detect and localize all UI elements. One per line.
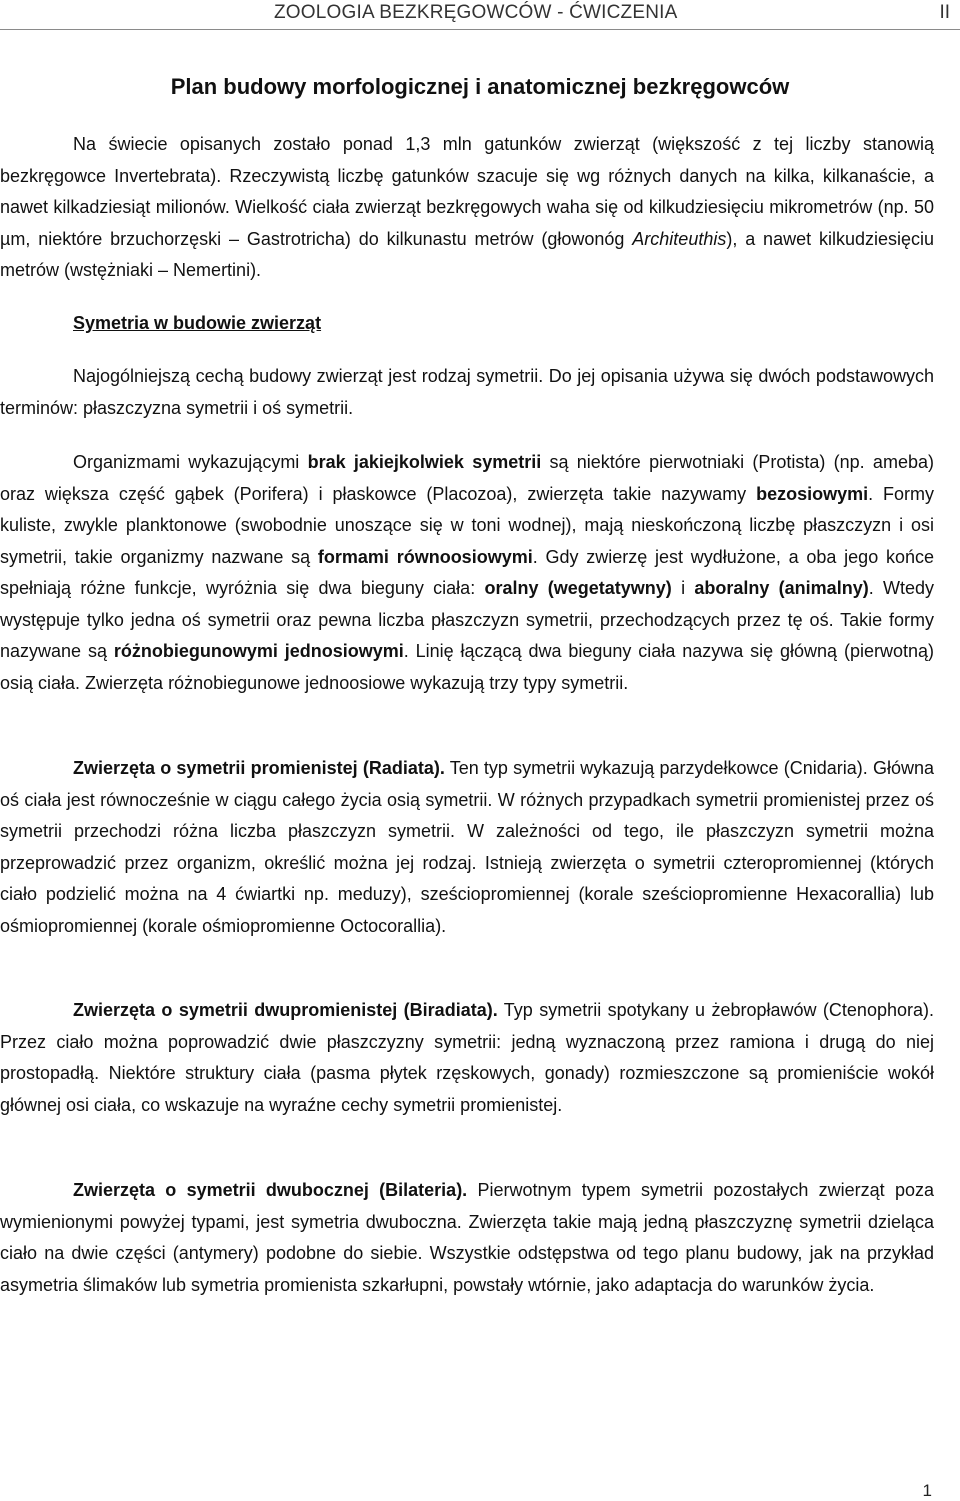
asym-bold-4: oralny (wegetatywny)	[484, 578, 672, 598]
asym-bold-3: formami równoosiowymi	[317, 546, 533, 567]
asym-text-1: Organizmami wykazującymi	[73, 452, 308, 472]
bilateria-bold-heading: Zwierzęta o symetrii dwubocznej (Bilateria).	[73, 1180, 468, 1200]
header-chapter-number: II	[939, 2, 950, 23]
radiata-paragraph	[0, 753, 934, 942]
asym-text-3: . Formy kuliste, zwykle planktonowe (swobodnie unoszące się w toni wodnej), mają nieskończoną liczbę płaszczyzn i osi symetrii, takie organizmy nazwane są	[0, 483, 934, 567]
symmetry-paragraph: Najogólniejszą cechą budowy zwierząt jest rodzaj symetrii. Do jej opisania używa się dwóch podstawowych terminów: płaszczyzna symetrii i oś symetrii.	[0, 366, 934, 418]
intro-italic-genus: Architeuthis	[632, 228, 727, 249]
asymmetry-paragraph	[0, 447, 934, 699]
intro-text-2: ), a nawet kilkudziesięciu metrów (wstężniaki – Nemertini).	[0, 228, 934, 280]
biradiata-bold-heading: Zwierzęta o symetrii dwupromienistej (Biradiata).	[73, 1000, 498, 1020]
bilateria-paragraph	[0, 1175, 934, 1301]
page-number: 1	[922, 1481, 932, 1500]
asym-bold-1: brak jakiejkolwiek symetrii	[307, 452, 542, 472]
asym-bold-2: bezosiowymi	[756, 483, 869, 504]
asym-text-7: . Linię łączącą dwa bieguny ciała nazywa się główną (pierwotną) osią ciała. Zwierzęta różnobiegunowe jednoosiowe wykazują trzy typy symetrii.	[0, 641, 934, 693]
asym-text-4: . Gdy zwierzę jest wydłużone, a oba jego końce spełniają różne funkcje, wyróżnia się dwa bieguny ciała:	[0, 546, 934, 598]
asym-bold-5: aboralny (animalny)	[694, 578, 869, 598]
intro-text-1: Na świecie opisanych zostało ponad 1,3 mln gatunków zwierząt (większość z tej liczby stanowią bezkręgowce Invertebrata). Rzeczywistą liczbę gatunków szacuje się wg różnych danych na kilka, kilkanaście, a nawet kilkadziesiąt milionów. Wielkość ciała zwierząt bezkręgowych waha się od kilkudziesięciu mikrometrów (np. 50 µm, niektóre brzuchorzęski – Gastrotricha) do kilkunastu metrów (głowonóg	[0, 134, 934, 249]
page-header	[0, 0, 960, 30]
asym-text-6: . Wtedy występuje tylko jedna oś symetrii oraz pewna liczba płaszczyzn symetrii, przechodzących przez tę oś. Takie formy nazywane są	[0, 578, 934, 661]
biradiata-text: Typ symetrii spotykany u żebropławów (Ctenophora). Przez ciało można poprowadzić dwie płaszczyzny symetrii: jedną wyznaczoną przez ramiona i drugą do niej prostopadłą. Niektóre struktury ciała (pasma płytek rzęskowych, gonady) rozmieszczone są promieniście wokół głównej osi ciała, co wskazuje na wyraźne cechy symetrii promienistej.	[0, 1000, 934, 1115]
bilateria-text: Pierwotnym typem symetrii pozostałych zwierząt poza wymienionymi powyżej typami, jest symetria dwuboczna. Zwierzęta takie mają jedną płaszczyznę symetrii dzieląca ciało na dwie części (antymery) podobne do siebie. Wszystkie odstępstwa od tego planu budowy, jak na przykład asymetria ślimaków lub symetria promienista szkarłupni, powstały wtórnie, jako adaptacja do warunków życia.	[0, 1180, 934, 1295]
asym-bold-6: różnobiegunowymi jednosiowymi	[113, 641, 404, 661]
document-title: Plan budowy morfologicznej i anatomicznej bezkręgowców	[170, 74, 790, 99]
intro-paragraph	[0, 129, 934, 287]
asym-text-5: i	[671, 578, 695, 598]
header-title: ZOOLOGIA BEZKRĘGOWCÓW - ĆWICZENIA	[274, 2, 678, 23]
biradiata-paragraph	[0, 995, 934, 1121]
section-heading-symmetry: Symetria w budowie zwierząt	[73, 313, 322, 333]
radiata-bold-heading: Zwierzęta o symetrii promienistej (Radiata).	[73, 758, 445, 778]
asym-text-2: są niektóre pierwotniaki (Protista) (np. ameba) oraz większa część gąbek (Porifera) i płaskowce (Placozoa), zwierzęta takie nazywamy	[0, 452, 934, 504]
radiata-text: Ten typ symetrii wykazują parzydełkowce (Cnidaria). Główna oś ciała jest równocześnie w ciągu całego życia osią symetrii. W różnych przypadkach symetrii promienistej przez oś symetrii przechodzi różna liczba płaszczyzn symetrii. W zależności od tego, ile płaszczyzn symetrii można przeprowadzić przez organizm, określić można jej rodzaj. Istnieją zwierzęta o symetrii czteropromiennej (których ciało podzielić można na 4 ćwiartki np. meduzy), sześciopromiennej (korale sześciopromienne Hexacorallia) lub ośmiopromiennej (korale ośmiopromienne Octocorallia).	[0, 758, 934, 936]
